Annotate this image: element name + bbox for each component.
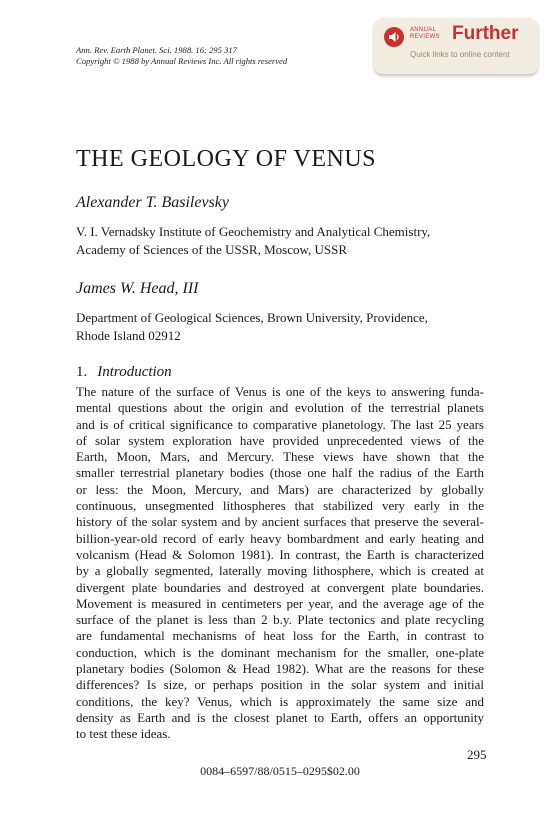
article-title: THE GEOLOGY OF VENUS [76, 146, 376, 172]
affiliation-line: Rhode Island 02912 [76, 328, 181, 343]
author-affiliation [76, 223, 476, 259]
paragraph-line: and is of critical significance to comparative planetology. The last 25 years [76, 416, 484, 432]
journal-citation-line: Ann. Rev. Earth Planet. Sci. 1988. 16: 295 317 [76, 45, 237, 55]
annual-label: ANNUAL [410, 27, 437, 33]
paragraph-line: by a globally segmented, laterally moving lithosphere, which is created at [76, 563, 484, 579]
section-title: Introduction [97, 364, 172, 380]
paragraph-line: The nature of the surface of Venus is one of the keys to answering funda- [76, 384, 484, 399]
paragraph-line: or less: the Moon, Mercury, and Mars) are characterized by globally [76, 481, 484, 497]
copyright-line: Copyright © 1988 by Annual Reviews Inc. All rights reserved [76, 56, 288, 66]
reviews-label: REVIEWS [410, 34, 440, 40]
speaker-icon [384, 27, 404, 47]
paragraph-line: differences? Is size, or perhaps position in the solar system and initial [76, 677, 484, 693]
paragraph-line: conduction, which is the dominant mechanism for the smaller, one-plate [76, 644, 484, 660]
affiliation-line: Department of Geological Sciences, Brown University, Providence, [76, 310, 428, 325]
paragraph-line: Movement is measured in centimeters per year, and the average age of the [76, 595, 484, 611]
paragraph-line: divergent plate boundaries and destroyed at convergent plate boundaries. [76, 579, 484, 595]
section-heading [76, 364, 172, 381]
further-annual-reviews-button[interactable] [374, 18, 538, 74]
paragraph-line: mental questions about the origin and evolution of the terrestrial planets [76, 400, 484, 416]
affiliation-line: V. I. Vernadsky Institute of Geochemistry and Analytical Chemistry, [76, 224, 431, 239]
journal-citation [76, 45, 287, 67]
article-code: 0084–6597/88/0515–0295$02.00 [200, 764, 360, 778]
section-number: 1. [76, 364, 88, 380]
paragraph-line: smaller terrestrial planetary bodies (those one half the radius of the Earth [76, 465, 484, 481]
author-affiliation [76, 309, 476, 345]
author-name: Alexander T. Basilevsky [76, 194, 229, 211]
paragraph-line: are fundamental mechanisms of heat loss for the Earth, in contrast to [76, 628, 484, 644]
paragraph-line: planetary bodies (Solomon & Head 1982). What are the reasons for these [76, 661, 484, 677]
paragraph-line: of solar system exploration have provided unprecedented views of the [76, 432, 484, 448]
paragraph-line: continuous, unsegmented lithospheres that stabilized very early in the [76, 498, 484, 514]
further-label: Further [452, 23, 519, 44]
paragraph-line: billion-year-old record of early heavy bombardment and early heating and [76, 530, 484, 546]
paragraph-line: volcanism (Head & Solomon 1981). In contrast, the Earth is characterized [76, 546, 484, 562]
page-number: 295 [467, 747, 487, 762]
quick-links-label: Quick links to online content [410, 50, 510, 59]
author-name: James W. Head, III [76, 280, 199, 297]
introduction-paragraph [76, 384, 484, 743]
paragraph-line: to test these ideas. [76, 726, 171, 742]
affiliation-line: Academy of Sciences of the USSR, Moscow, USSR [76, 242, 348, 257]
paragraph-line: density as Earth and is the closest planet to Earth, offers an opportunity [76, 709, 484, 725]
paragraph-line: surface of the planet is less than 2 b.y. Plate tectonics and plate recycling [76, 612, 484, 628]
annual-reviews-logo-text [410, 27, 440, 41]
paragraph-line: Earth, Moon, Mars, and Mercury. These views have shown that the [76, 449, 484, 465]
paragraph-line: conditions, the key? Venus, which is approximately the same size and [76, 693, 484, 709]
paragraph-line: history of the solar system and by ancient surfaces that preserve the several- [76, 514, 484, 530]
